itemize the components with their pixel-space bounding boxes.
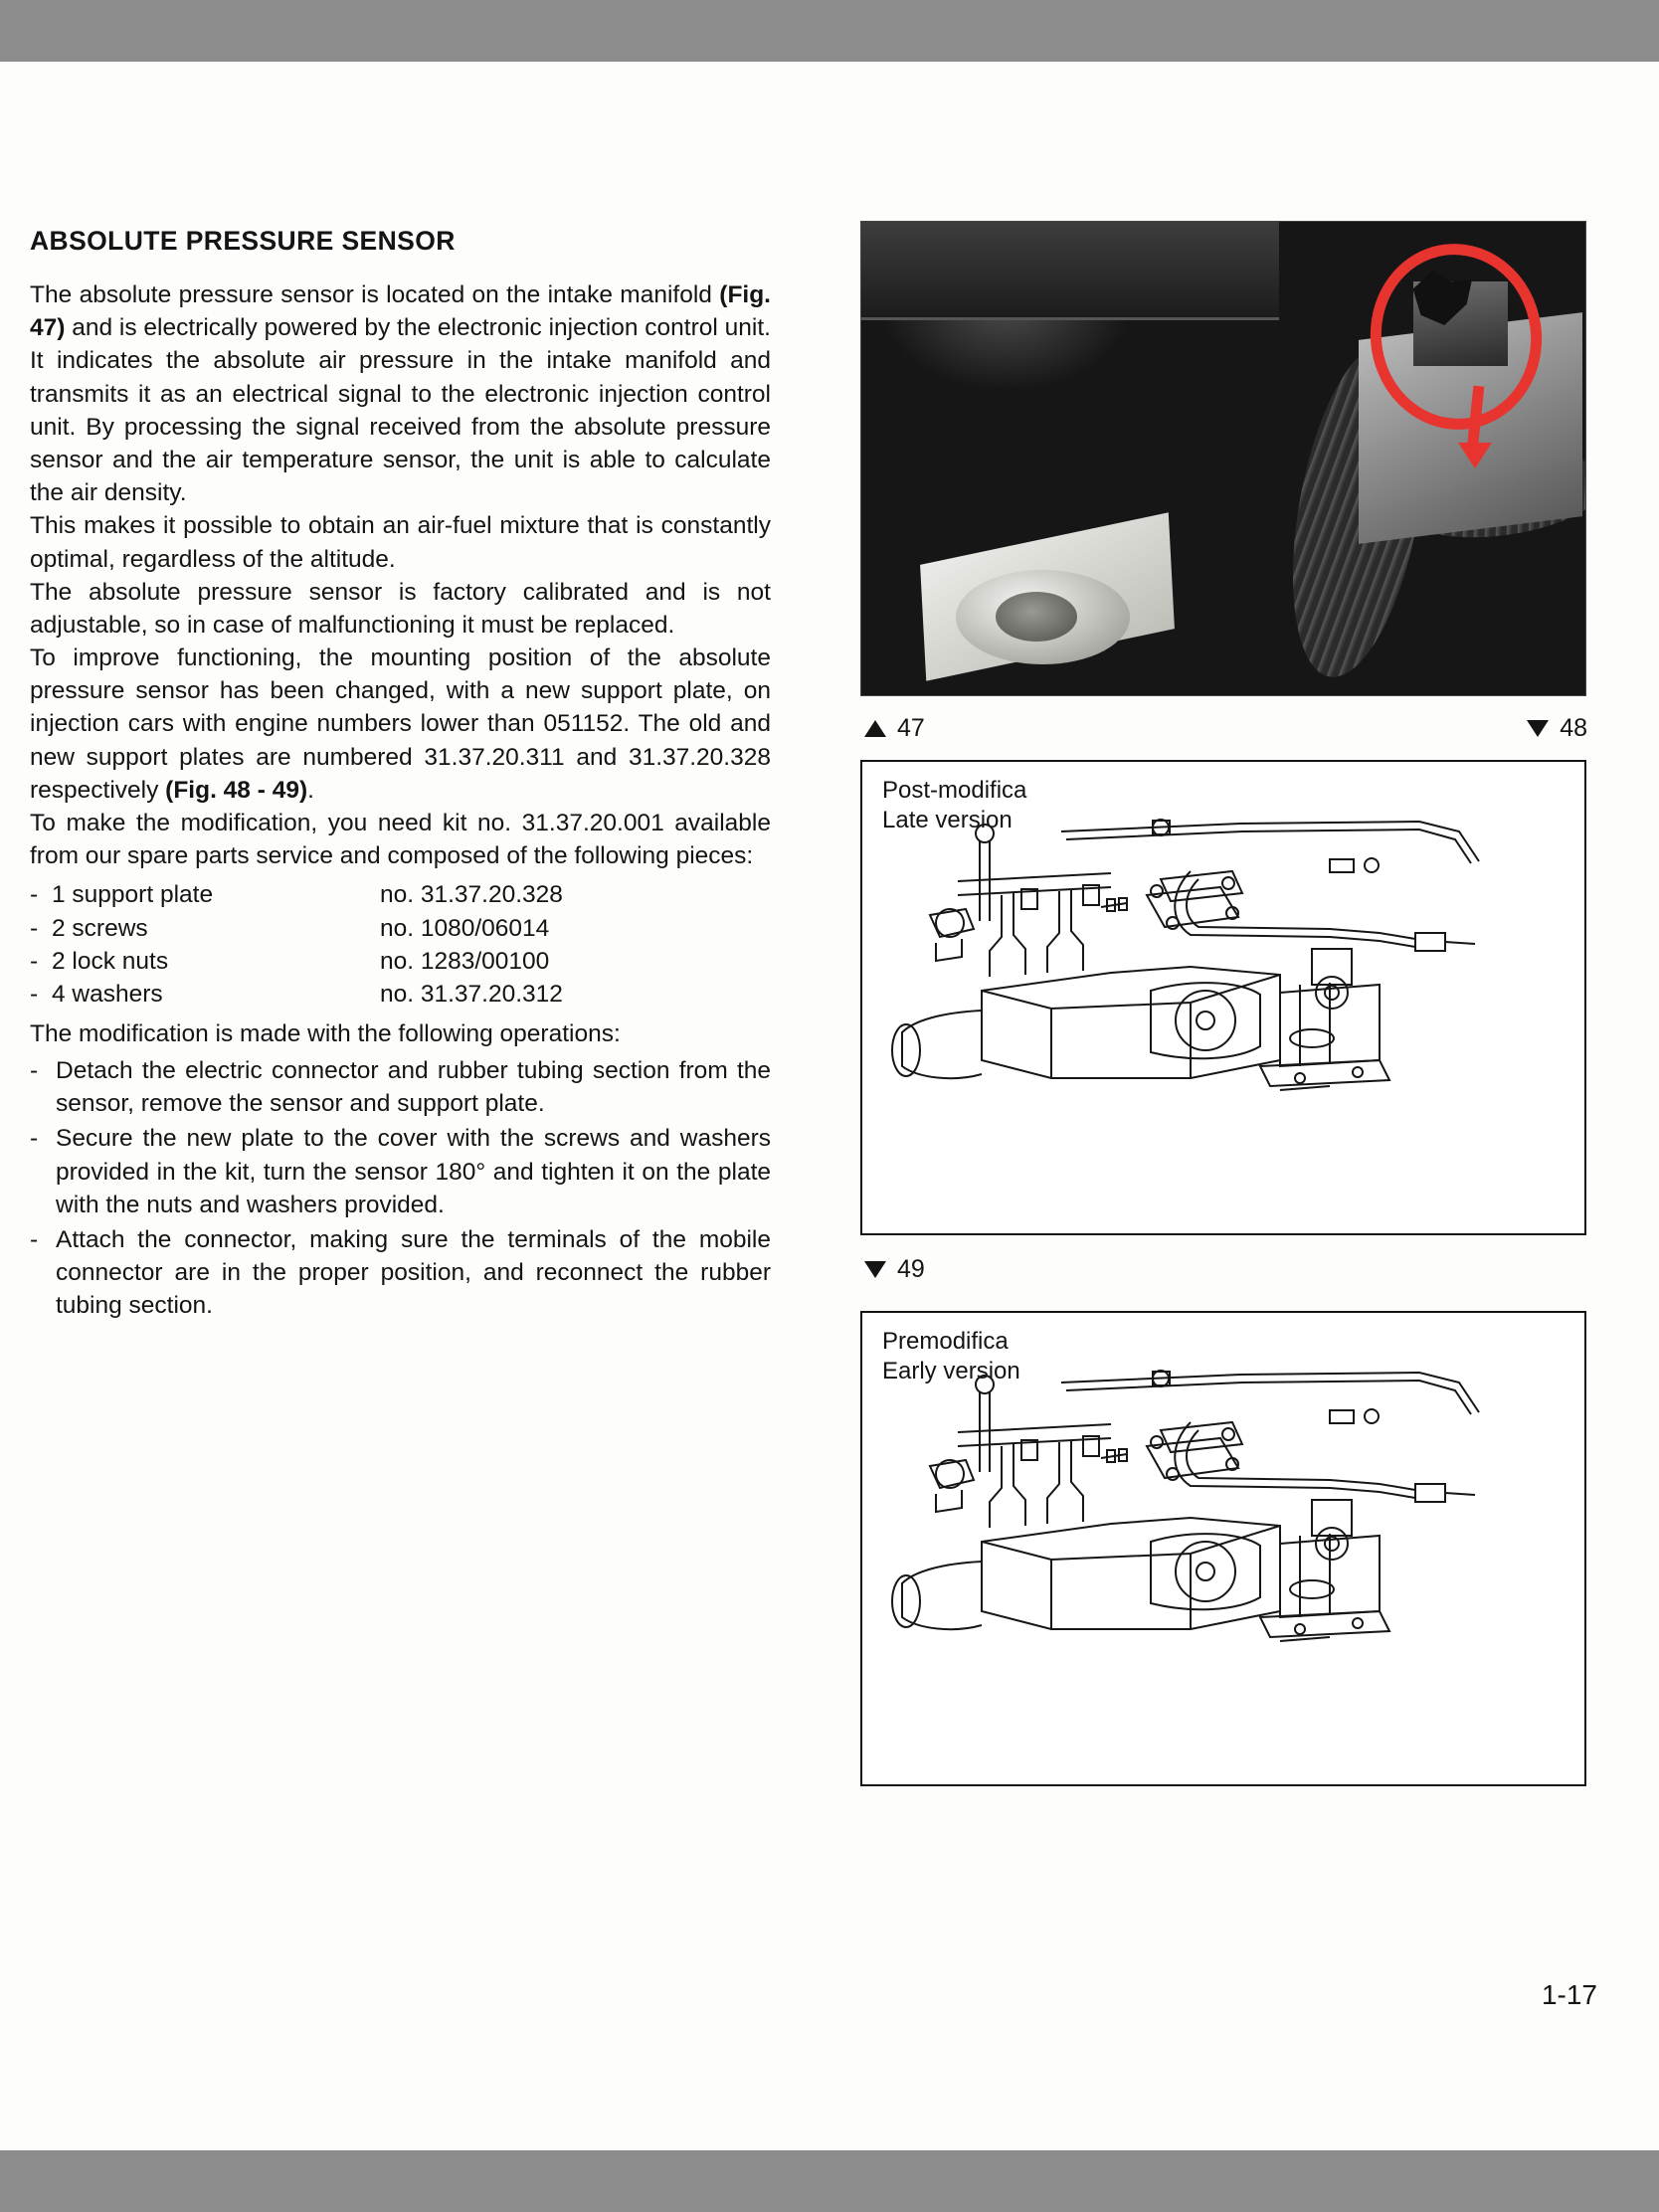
operations-intro: The modification is made with the following operations: — [30, 1019, 621, 1047]
list-item — [30, 978, 771, 1011]
parts-list — [30, 878, 771, 1011]
list-item — [30, 1054, 771, 1120]
page-number: 1-17 — [1541, 1979, 1597, 2010]
part-number: no. 1283/00100 — [380, 948, 550, 975]
top-border-bar — [0, 0, 1659, 62]
radiator-cap-center — [996, 592, 1077, 642]
list-item — [30, 878, 771, 911]
part-name: 2 screws — [52, 914, 148, 942]
triangle-up-icon — [864, 720, 886, 737]
part-number: no. 31.37.20.312 — [380, 981, 563, 1009]
body-text-block — [30, 278, 771, 872]
paragraph-5: To improve functioning, the mounting position of the absolute pressure sensor has been changed, with a new support plate, on injection cars with engine numbers lower than 051152. The old and new support plates are numbered 31.37.20.311 and 31.37.20.328 respectively (Fig. 48 - 49). — [30, 645, 771, 804]
paragraph-6: To make the modification, you need kit no. 31.37.20.001 available from our spare parts service and composed of the following pieces: — [30, 810, 771, 870]
figure-49-caption-line2: Early version — [882, 1358, 1020, 1384]
list-item — [30, 1122, 771, 1221]
figure-48-linework — [862, 762, 1586, 1235]
figure-48-caption-line1: Post-modifica — [882, 777, 1027, 804]
paragraph-4: The absolute pressure sensor is factory calibrated and is not adjustable, so in case of malfunctioning it must be replaced. — [30, 578, 771, 639]
figure-caption-row-49 — [860, 1249, 1591, 1301]
list-bullet: - — [30, 1225, 39, 1253]
list-bullet: - — [30, 1125, 39, 1153]
part-name: 4 washers — [52, 981, 163, 1009]
figure-ref-48-49: (Fig. 48 - 49) — [165, 776, 308, 804]
figure-49-diagram — [860, 1311, 1586, 1786]
list-bullet: - — [30, 881, 39, 909]
figure-48-caption-line2: Late version — [882, 807, 1013, 833]
page-title: ABSOLUTE PRESSURE SENSOR — [30, 226, 456, 256]
part-number: no. 1080/06014 — [380, 914, 550, 942]
paragraph-3: This makes it possible to obtain an air-fuel mixture that is constantly optimal, regardless of the altitude. — [30, 512, 771, 573]
bottom-border-bar — [0, 2150, 1659, 2212]
annotation-arrow-head-icon — [1458, 443, 1492, 468]
paragraph-1: The absolute pressure sensor is located on the intake manifold (Fig. 47) and is electrically powered by the electronic injection control unit. — [30, 281, 771, 342]
operations-list — [30, 1054, 771, 1323]
operation-text: Attach the connector, making sure the terminals of the mobile connector are in the proper position, and reconnect the rubber tubing section. — [56, 1225, 771, 1320]
part-name: 1 support plate — [52, 881, 214, 909]
figure-ref-47: (Fig. 47) — [30, 281, 771, 342]
part-name: 2 lock nuts — [52, 948, 169, 975]
left-text-column — [30, 226, 771, 1324]
figure-number: 49 — [897, 1255, 925, 1283]
list-bullet: - — [30, 1056, 39, 1084]
list-item — [30, 1223, 771, 1323]
figure-number: 48 — [1560, 714, 1587, 742]
list-bullet: - — [30, 948, 39, 975]
operation-text: Secure the new plate to the cover with the screws and washers provided in the kit, turn the sensor 180° and tighten it on the plate with the nuts and washers provided. — [56, 1125, 771, 1218]
operation-text: Detach the electric connector and rubber tubing section from the sensor, remove the sensor and support plate. — [56, 1056, 771, 1118]
paragraph-2: It indicates the absolute air pressure in the intake manifold and transmits it as an electrical signal to the electronic injection control unit. By processing the signal received from the absolute pressure sensor and the air temperature sensor, the unit is able to calculate the air density. — [30, 347, 771, 507]
list-item — [30, 912, 771, 945]
list-bullet: - — [30, 914, 39, 942]
figure-47-photograph — [860, 221, 1586, 696]
figure-49-caption-line1: Premodifica — [882, 1328, 1009, 1355]
document-page — [0, 62, 1659, 2150]
figure-caption-row-47-48 — [860, 708, 1591, 760]
list-item — [30, 945, 771, 978]
part-number: no. 31.37.20.328 — [380, 881, 563, 909]
figure-49-linework — [862, 1313, 1586, 1786]
figure-label-49 — [864, 1255, 925, 1284]
engine-cover — [861, 222, 1279, 320]
triangle-down-icon — [864, 1261, 886, 1278]
figure-number: 47 — [897, 714, 925, 742]
figure-label-47 — [864, 714, 925, 743]
figure-48-diagram — [860, 760, 1586, 1235]
right-figure-column — [860, 221, 1591, 1786]
list-bullet: - — [30, 981, 39, 1009]
figure-label-48 — [1527, 714, 1587, 743]
triangle-down-icon — [1527, 720, 1549, 737]
